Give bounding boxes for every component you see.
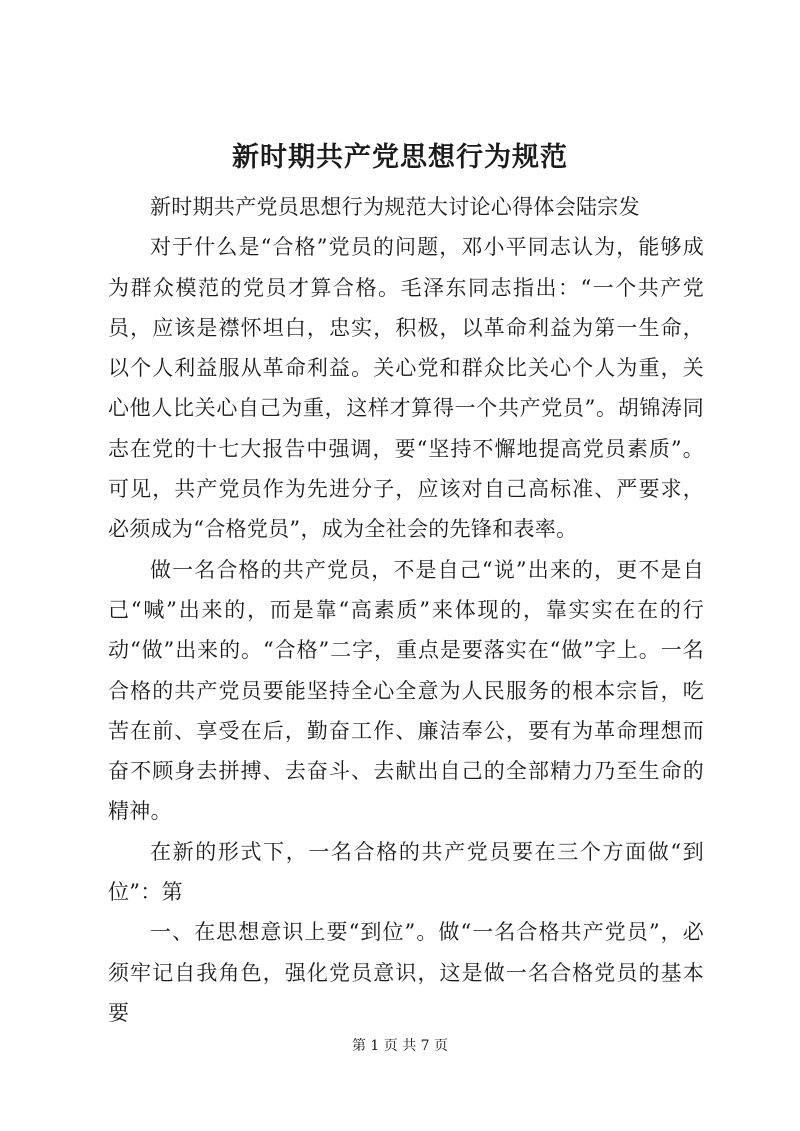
body-paragraph: 做一名合格的共产党员，不是自己“说”出来的，更不是自己“喊”出来的，而是靠“高素质”来体现的，靠实实在在的行动“做”出来的。“合格”二字，重点是要落实在“做”字上。一名合格的共产党员要能坚持全心全意为人民服务的根本宗旨，吃苦在前、享受在后，勤奋工作、廉洁奉公，要有为革命理想而奋不顾身去拼搏、去奋斗、去献出自己的全部精力乃至生命的精神。 — [108, 557, 704, 824]
body-paragraph: 对于什么是“合格”党员的问题，邓小平同志认为，能够成为群众模范的党员才算合格。毛泽东同志指出：“一个共产党员，应该是襟怀坦白，忠实，积极，以革命利益为第一生命，以个人利益服从革命利益。关心党和群众比关心个人为重，关心他人比关心自己为重，这样才算得一个共产党员”。胡锦涛同志在党的十七大报告中强调，要“坚持不懈地提高党员素质”。可见，共产党员作为先进分子，应该对自己高标准、严要求，必须成为“合格党员”，成为全社会的先锋和表率。 — [108, 235, 704, 542]
subtitle-paragraph: 新时期共产党员思想行为规范大讨论心得体会陆宗发 — [150, 195, 640, 219]
page-number-footer: 第 1 页 共 7 页 — [351, 1038, 449, 1054]
body-paragraph: 在新的形式下，一名合格的共产党员要在三个方面做“到位”：第 — [108, 839, 704, 905]
document-body — [108, 187, 704, 1033]
document-title: 新时期共产党思想行为规范 — [232, 142, 568, 173]
body-paragraph: 一、在思想意识上要“到位”。做“一名合格共产党员”，必须牢记自我角色，强化党员意识，这是做一名合格党员的基本要 — [108, 920, 704, 1025]
